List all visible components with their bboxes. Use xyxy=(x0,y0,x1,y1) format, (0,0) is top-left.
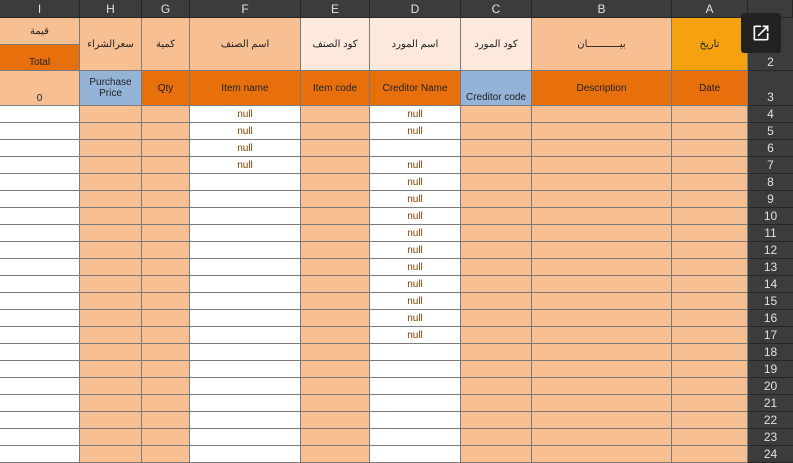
cell-h11[interactable] xyxy=(80,225,142,242)
cell-b6[interactable] xyxy=(532,140,672,157)
cell-i17[interactable] xyxy=(0,327,80,344)
cell-a18[interactable] xyxy=(672,344,748,361)
cell-c21[interactable] xyxy=(461,395,532,412)
row-header-11[interactable]: 11 xyxy=(748,225,793,242)
cell-d18[interactable] xyxy=(370,344,461,361)
cell-i7[interactable] xyxy=(0,157,80,174)
cell-d14[interactable]: null xyxy=(370,276,461,293)
cell-h5[interactable] xyxy=(80,123,142,140)
cell-h9[interactable] xyxy=(80,191,142,208)
cell-f18[interactable] xyxy=(190,344,301,361)
cell-e8[interactable] xyxy=(301,174,370,191)
header-ar-g[interactable]: كمية xyxy=(142,18,190,71)
row-header-9[interactable]: 9 xyxy=(748,191,793,208)
cell-b22[interactable] xyxy=(532,412,672,429)
cell-f17[interactable] xyxy=(190,327,301,344)
cell-f8[interactable] xyxy=(190,174,301,191)
cell-h23[interactable] xyxy=(80,429,142,446)
cell-b17[interactable] xyxy=(532,327,672,344)
cell-a13[interactable] xyxy=(672,259,748,276)
cell-g23[interactable] xyxy=(142,429,190,446)
row-header-10[interactable]: 10 xyxy=(748,208,793,225)
cell-h22[interactable] xyxy=(80,412,142,429)
cell-e6[interactable] xyxy=(301,140,370,157)
cell-g18[interactable] xyxy=(142,344,190,361)
cell-d12[interactable]: null xyxy=(370,242,461,259)
cell-b23[interactable] xyxy=(532,429,672,446)
row-header-23[interactable]: 23 xyxy=(748,429,793,446)
cell-h12[interactable] xyxy=(80,242,142,259)
column-header-c[interactable]: C xyxy=(461,0,532,18)
header-en-i[interactable]: 0 xyxy=(0,71,80,106)
cell-d22[interactable] xyxy=(370,412,461,429)
cell-h21[interactable] xyxy=(80,395,142,412)
row-header-8[interactable]: 8 xyxy=(748,174,793,191)
row-header-24[interactable]: 24 xyxy=(748,446,793,463)
open-in-new-button[interactable] xyxy=(741,13,781,53)
cell-i21[interactable] xyxy=(0,395,80,412)
cell-c10[interactable] xyxy=(461,208,532,225)
cell-h6[interactable] xyxy=(80,140,142,157)
cell-a12[interactable] xyxy=(672,242,748,259)
cell-a15[interactable] xyxy=(672,293,748,310)
cell-g5[interactable] xyxy=(142,123,190,140)
cell-g13[interactable] xyxy=(142,259,190,276)
row-header-15[interactable]: 15 xyxy=(748,293,793,310)
cell-f10[interactable] xyxy=(190,208,301,225)
cell-h24[interactable] xyxy=(80,446,142,463)
cell-a21[interactable] xyxy=(672,395,748,412)
row-header-5[interactable]: 5 xyxy=(748,123,793,140)
cell-a8[interactable] xyxy=(672,174,748,191)
header-ar-d[interactable]: اسم المورد xyxy=(370,18,461,71)
cell-b8[interactable] xyxy=(532,174,672,191)
cell-e22[interactable] xyxy=(301,412,370,429)
cell-f5[interactable]: null xyxy=(190,123,301,140)
cell-i14[interactable] xyxy=(0,276,80,293)
row-header-17[interactable]: 17 xyxy=(748,327,793,344)
cell-d6[interactable] xyxy=(370,140,461,157)
cell-d21[interactable] xyxy=(370,395,461,412)
cell-e19[interactable] xyxy=(301,361,370,378)
cell-f22[interactable] xyxy=(190,412,301,429)
cell-a4[interactable] xyxy=(672,106,748,123)
cell-f7[interactable]: null xyxy=(190,157,301,174)
cell-g12[interactable] xyxy=(142,242,190,259)
cell-a17[interactable] xyxy=(672,327,748,344)
cell-i10[interactable] xyxy=(0,208,80,225)
row-header-19[interactable]: 19 xyxy=(748,361,793,378)
header-ar-b[interactable]: بيـــــــــــان xyxy=(532,18,672,71)
cell-g17[interactable] xyxy=(142,327,190,344)
cell-e5[interactable] xyxy=(301,123,370,140)
cell-b15[interactable] xyxy=(532,293,672,310)
header-en-a[interactable]: Date xyxy=(672,71,748,106)
cell-a16[interactable] xyxy=(672,310,748,327)
cell-b7[interactable] xyxy=(532,157,672,174)
cell-e12[interactable] xyxy=(301,242,370,259)
label-value-arabic[interactable]: قيمة xyxy=(0,18,80,45)
row-header-12[interactable]: 12 xyxy=(748,242,793,259)
cell-g19[interactable] xyxy=(142,361,190,378)
header-en-b[interactable]: Description xyxy=(532,71,672,106)
cell-b12[interactable] xyxy=(532,242,672,259)
cell-i16[interactable] xyxy=(0,310,80,327)
cell-b10[interactable] xyxy=(532,208,672,225)
column-header-f[interactable]: F xyxy=(190,0,301,18)
cell-c19[interactable] xyxy=(461,361,532,378)
cell-g16[interactable] xyxy=(142,310,190,327)
header-en-g[interactable]: Qty xyxy=(142,71,190,106)
cell-i24[interactable] xyxy=(0,446,80,463)
cell-e20[interactable] xyxy=(301,378,370,395)
cell-b5[interactable] xyxy=(532,123,672,140)
cell-c8[interactable] xyxy=(461,174,532,191)
cell-h19[interactable] xyxy=(80,361,142,378)
cell-f16[interactable] xyxy=(190,310,301,327)
cell-b4[interactable] xyxy=(532,106,672,123)
cell-h13[interactable] xyxy=(80,259,142,276)
cell-e10[interactable] xyxy=(301,208,370,225)
label-total[interactable]: Total xyxy=(0,45,80,71)
cell-i13[interactable] xyxy=(0,259,80,276)
cell-c9[interactable] xyxy=(461,191,532,208)
cell-h10[interactable] xyxy=(80,208,142,225)
cell-b16[interactable] xyxy=(532,310,672,327)
cell-g21[interactable] xyxy=(142,395,190,412)
cell-d11[interactable]: null xyxy=(370,225,461,242)
cell-h14[interactable] xyxy=(80,276,142,293)
cell-e7[interactable] xyxy=(301,157,370,174)
cell-h7[interactable] xyxy=(80,157,142,174)
cell-c12[interactable] xyxy=(461,242,532,259)
cell-d16[interactable]: null xyxy=(370,310,461,327)
cell-f19[interactable] xyxy=(190,361,301,378)
cell-i9[interactable] xyxy=(0,191,80,208)
cell-c20[interactable] xyxy=(461,378,532,395)
cell-d5[interactable]: null xyxy=(370,123,461,140)
row-header-20[interactable]: 20 xyxy=(748,378,793,395)
column-header-i[interactable]: I xyxy=(0,0,80,18)
cell-b19[interactable] xyxy=(532,361,672,378)
cell-d19[interactable] xyxy=(370,361,461,378)
cell-g11[interactable] xyxy=(142,225,190,242)
cell-e16[interactable] xyxy=(301,310,370,327)
cell-c13[interactable] xyxy=(461,259,532,276)
cell-i4[interactable] xyxy=(0,106,80,123)
cell-i18[interactable] xyxy=(0,344,80,361)
cell-g20[interactable] xyxy=(142,378,190,395)
cell-c18[interactable] xyxy=(461,344,532,361)
cell-i6[interactable] xyxy=(0,140,80,157)
cell-g9[interactable] xyxy=(142,191,190,208)
row-header-21[interactable]: 21 xyxy=(748,395,793,412)
cell-g7[interactable] xyxy=(142,157,190,174)
cell-f15[interactable] xyxy=(190,293,301,310)
cell-c7[interactable] xyxy=(461,157,532,174)
column-header-e[interactable]: E xyxy=(301,0,370,18)
cell-c5[interactable] xyxy=(461,123,532,140)
cell-f12[interactable] xyxy=(190,242,301,259)
cell-h20[interactable] xyxy=(80,378,142,395)
cell-d23[interactable] xyxy=(370,429,461,446)
cell-g4[interactable] xyxy=(142,106,190,123)
cell-e18[interactable] xyxy=(301,344,370,361)
cell-a5[interactable] xyxy=(672,123,748,140)
cell-f20[interactable] xyxy=(190,378,301,395)
cell-a7[interactable] xyxy=(672,157,748,174)
cell-d10[interactable]: null xyxy=(370,208,461,225)
header-ar-a[interactable]: تاريخ xyxy=(672,18,748,71)
cell-d4[interactable]: null xyxy=(370,106,461,123)
row-header-22[interactable]: 22 xyxy=(748,412,793,429)
header-en-d[interactable]: Creditor Name xyxy=(370,71,461,106)
cell-c22[interactable] xyxy=(461,412,532,429)
cell-h17[interactable] xyxy=(80,327,142,344)
cell-i20[interactable] xyxy=(0,378,80,395)
cell-g8[interactable] xyxy=(142,174,190,191)
cell-i19[interactable] xyxy=(0,361,80,378)
column-header-d[interactable]: D xyxy=(370,0,461,18)
cell-h16[interactable] xyxy=(80,310,142,327)
cell-h8[interactable] xyxy=(80,174,142,191)
cell-d8[interactable]: null xyxy=(370,174,461,191)
column-header-b[interactable]: B xyxy=(532,0,672,18)
cell-c17[interactable] xyxy=(461,327,532,344)
header-ar-f[interactable]: اسم الصنف xyxy=(190,18,301,71)
cell-b18[interactable] xyxy=(532,344,672,361)
cell-e24[interactable] xyxy=(301,446,370,463)
cell-e15[interactable] xyxy=(301,293,370,310)
cell-i12[interactable] xyxy=(0,242,80,259)
cell-g6[interactable] xyxy=(142,140,190,157)
cell-a14[interactable] xyxy=(672,276,748,293)
cell-e17[interactable] xyxy=(301,327,370,344)
cell-i11[interactable] xyxy=(0,225,80,242)
row-header-16[interactable]: 16 xyxy=(748,310,793,327)
header-ar-h[interactable]: سعرالشراء xyxy=(80,18,142,71)
cell-b9[interactable] xyxy=(532,191,672,208)
cell-a20[interactable] xyxy=(672,378,748,395)
cell-c14[interactable] xyxy=(461,276,532,293)
cell-i8[interactable] xyxy=(0,174,80,191)
cell-b20[interactable] xyxy=(532,378,672,395)
cell-a22[interactable] xyxy=(672,412,748,429)
open-in-new-icon xyxy=(751,23,771,43)
column-header-a[interactable]: A xyxy=(672,0,748,18)
cell-g10[interactable] xyxy=(142,208,190,225)
row-header-13[interactable]: 13 xyxy=(748,259,793,276)
cell-f4[interactable]: null xyxy=(190,106,301,123)
cell-c11[interactable] xyxy=(461,225,532,242)
row-header-4[interactable]: 4 xyxy=(748,106,793,123)
cell-a10[interactable] xyxy=(672,208,748,225)
cell-d17[interactable]: null xyxy=(370,327,461,344)
cell-h4[interactable] xyxy=(80,106,142,123)
cell-i22[interactable] xyxy=(0,412,80,429)
cell-c15[interactable] xyxy=(461,293,532,310)
cell-f24[interactable] xyxy=(190,446,301,463)
header-en-h[interactable]: Purchase Price xyxy=(80,71,142,106)
cell-h18[interactable] xyxy=(80,344,142,361)
cell-c6[interactable] xyxy=(461,140,532,157)
cell-f13[interactable] xyxy=(190,259,301,276)
cell-f21[interactable] xyxy=(190,395,301,412)
column-header-h[interactable]: H xyxy=(80,0,142,18)
row-header-14[interactable]: 14 xyxy=(748,276,793,293)
cell-e21[interactable] xyxy=(301,395,370,412)
header-ar-e[interactable]: كود الصنف xyxy=(301,18,370,71)
cell-d9[interactable]: null xyxy=(370,191,461,208)
cell-e4[interactable] xyxy=(301,106,370,123)
cell-c16[interactable] xyxy=(461,310,532,327)
cell-c4[interactable] xyxy=(461,106,532,123)
row-header-2[interactable]: 2 xyxy=(748,18,793,71)
cell-f9[interactable] xyxy=(190,191,301,208)
header-en-f[interactable]: Item name xyxy=(190,71,301,106)
cell-d15[interactable]: null xyxy=(370,293,461,310)
row-header-18[interactable]: 18 xyxy=(748,344,793,361)
header-ar-c[interactable]: كود المورد xyxy=(461,18,532,71)
cell-f6[interactable]: null xyxy=(190,140,301,157)
cell-i23[interactable] xyxy=(0,429,80,446)
cell-b11[interactable] xyxy=(532,225,672,242)
cell-a6[interactable] xyxy=(672,140,748,157)
cell-e13[interactable] xyxy=(301,259,370,276)
cell-c24[interactable] xyxy=(461,446,532,463)
cell-a9[interactable] xyxy=(672,191,748,208)
cell-g15[interactable] xyxy=(142,293,190,310)
column-header-g[interactable]: G xyxy=(142,0,190,18)
cell-g22[interactable] xyxy=(142,412,190,429)
cell-f23[interactable] xyxy=(190,429,301,446)
row-header-7[interactable]: 7 xyxy=(748,157,793,174)
cell-d7[interactable]: null xyxy=(370,157,461,174)
cell-b14[interactable] xyxy=(532,276,672,293)
cell-f14[interactable] xyxy=(190,276,301,293)
cell-h15[interactable] xyxy=(80,293,142,310)
cell-d20[interactable] xyxy=(370,378,461,395)
cell-a24[interactable] xyxy=(672,446,748,463)
cell-i15[interactable] xyxy=(0,293,80,310)
cell-a11[interactable] xyxy=(672,225,748,242)
cell-d13[interactable]: null xyxy=(370,259,461,276)
row-header-6[interactable]: 6 xyxy=(748,140,793,157)
cell-g14[interactable] xyxy=(142,276,190,293)
cell-c23[interactable] xyxy=(461,429,532,446)
cell-f11[interactable] xyxy=(190,225,301,242)
cell-b24[interactable] xyxy=(532,446,672,463)
header-en-c[interactable]: Creditor code xyxy=(461,71,532,106)
cell-i5[interactable] xyxy=(0,123,80,140)
cell-e11[interactable] xyxy=(301,225,370,242)
cell-d24[interactable] xyxy=(370,446,461,463)
cell-e9[interactable] xyxy=(301,191,370,208)
cell-e23[interactable] xyxy=(301,429,370,446)
cell-e14[interactable] xyxy=(301,276,370,293)
cell-a19[interactable] xyxy=(672,361,748,378)
cell-a23[interactable] xyxy=(672,429,748,446)
cell-b21[interactable] xyxy=(532,395,672,412)
cell-b13[interactable] xyxy=(532,259,672,276)
cell-g24[interactable] xyxy=(142,446,190,463)
header-en-e[interactable]: Item code xyxy=(301,71,370,106)
row-header-3[interactable]: 3 xyxy=(748,71,793,106)
